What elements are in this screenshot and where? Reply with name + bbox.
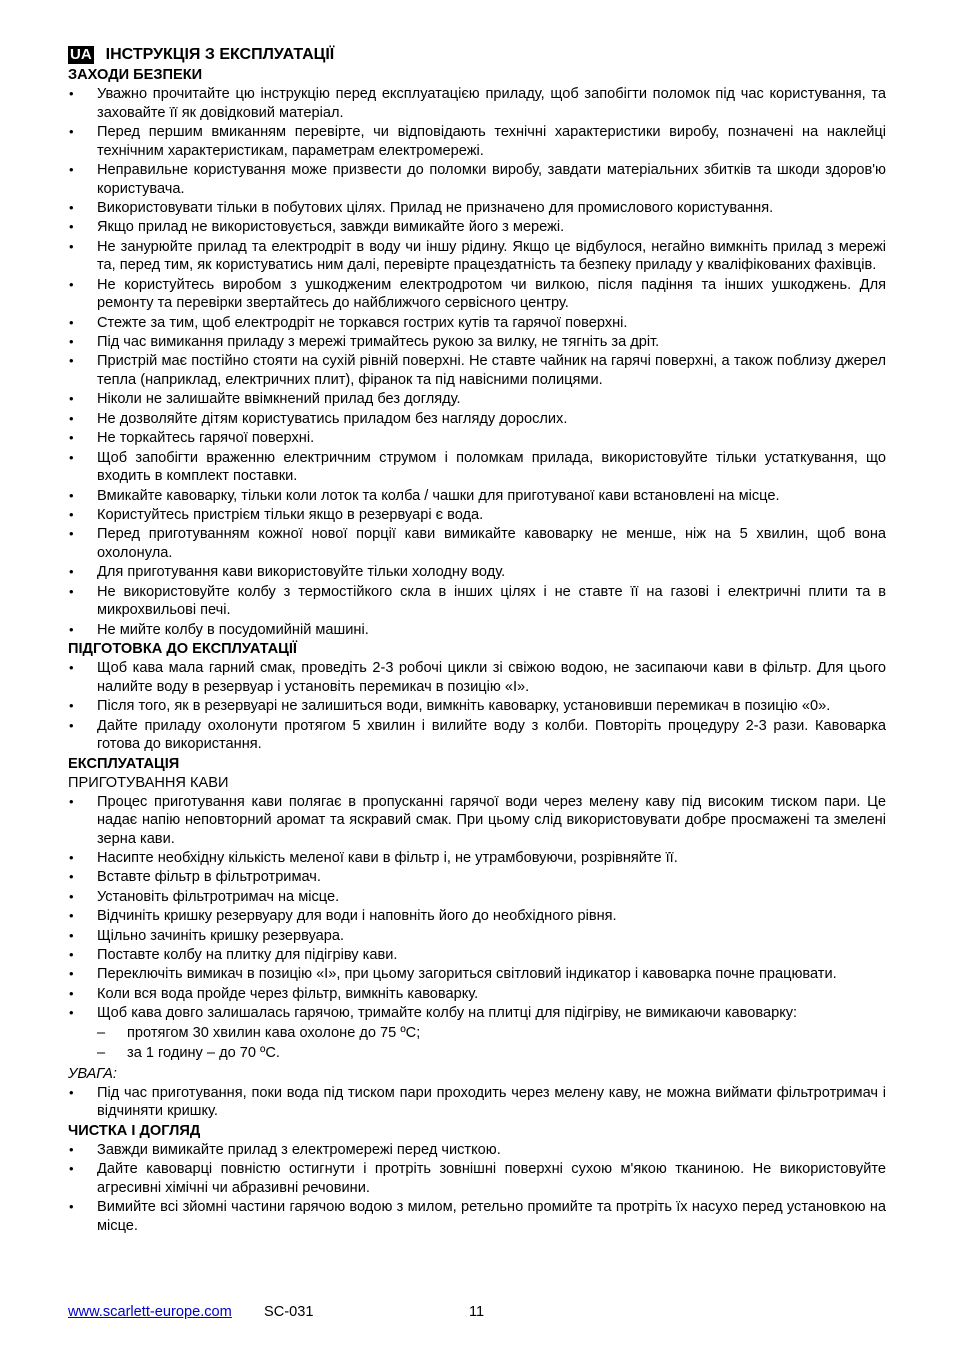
language-badge: UA xyxy=(70,46,92,63)
list-item: • Ніколи не залишайте ввімкнений прилад без догляду. xyxy=(68,390,886,409)
temperature-list xyxy=(68,1024,886,1063)
warning-label: УВАГА: xyxy=(68,1065,117,1082)
list-item: • Не мийте колбу в посудомийній машині. xyxy=(68,621,886,640)
list-item: • Переключіть вимикач в позицію «I», при цьому загориться світловий індикатор і кавоварка почне працювати. xyxy=(68,965,886,984)
page-footer xyxy=(68,1304,886,1322)
dash-item: – за 1 годину – до 70 ºС. xyxy=(68,1044,886,1063)
preparation-heading: ПІДГОТОВКА ДО ЕКСПЛУАТАЦІЇ xyxy=(68,641,297,658)
list-item: • Уважно прочитайте цю інструкцію перед експлуатацією приладу, щоб запобігти поломок під час користування, та заховайте її як довідковий матеріал. xyxy=(68,85,886,122)
list-item: • Щоб кава довго залишалась гарячою, тримайте колбу на плитці для підігріву, не вимикаючи кавоварку: xyxy=(68,1004,886,1023)
list-item: • Для приготування кави використовуйте тільки холодну воду. xyxy=(68,563,886,582)
list-item: • Користуйтесь пристрієм тільки якщо в резервуарі є вода. xyxy=(68,506,886,525)
list-item: • Відчиніть кришку резервуару для води і наповніть його до необхідного рівня. xyxy=(68,907,886,926)
list-item: • Процес приготування кави полягає в пропусканні гарячої води через мелену каву під високим тиском пари. Це надає напію неповторний аромат та яскравий смак. При цьому слід використовувати добре просмажені та змелені зерна кави. xyxy=(68,793,886,849)
operation-heading: ЕКСПЛУАТАЦІЯ xyxy=(68,755,180,772)
list-item: • Неправильне користування може призвести до поломки виробу, завдати матеріальних збитків та шкоди здоров'ю користувача. xyxy=(68,161,886,198)
list-item: • Коли вся вода пройде через фільтр, вимкніть кавоварку. xyxy=(68,985,886,1004)
list-item: • Після того, як в резервуарі не залишиться води, вимкніть кавоварку, установивши перемикач в позицію «0». xyxy=(68,697,886,716)
preparation-list xyxy=(68,659,886,754)
cleaning-list xyxy=(68,1141,886,1236)
list-item: • Пристрій має постійно стояти на сухій рівній поверхні. Не ставте чайник на гарячі поверхні, а також поблизу джерел тепла (наприклад, електричних плит), фіранок та під навісними полицями. xyxy=(68,352,886,389)
list-item: • Щоб запобігти враженню електричним струмом і поломкам прилада, використовуйте тільки устаткування, що входить в комплект поставки. xyxy=(68,449,886,486)
list-item: • Перед першим вмиканням перевірте, чи відповідають технічні характеристики виробу, позначені на наклейці технічним характеристикам, параметрам електромережі. xyxy=(68,123,886,160)
list-item: • Не користуйтесь виробом з ушкодженим електродротом чи вилкою, після падіння та інших ушкоджень. Для ремонту та перевірки звертайтесь до найближчого сервісного центру. xyxy=(68,276,886,313)
list-item: • Насипте необхідну кількість меленої кави в фільтр і, не утрамбовуючи, розрівняйте її. xyxy=(68,849,886,868)
list-item: • Під час приготування, поки вода під тиском пари проходить через мелену каву, не можна виймати фільтротримач і відчиняти кришку. xyxy=(68,1084,886,1121)
website-link[interactable]: www.scarlett-europe.com xyxy=(68,1304,232,1320)
model-number: SC-031 xyxy=(264,1304,314,1320)
list-item: • Щоб кава мала гарний смак, проведіть 2-3 робочі цикли зі свіжою водою, не засипаючи кави в фільтр. Для цього налийте воду в резервуар і установіть перемикач в позицію «I». xyxy=(68,659,886,696)
list-item: • Не торкайтесь гарячої поверхні. xyxy=(68,429,886,448)
safety-heading: ЗАХОДИ БЕЗПЕКИ xyxy=(68,67,203,83)
list-item: • Використовувати тільки в побутових цілях. Прилад не призначено для промислового користування. xyxy=(68,199,886,218)
list-item: • Установіть фільтротримач на місце. xyxy=(68,888,886,907)
page-title: ІНСТРУКЦІЯ З ЕКСПЛУАТАЦІЇ xyxy=(105,46,335,63)
list-item: • Стежте за тим, щоб електродріт не торкався гострих кутів та гарячої поверхні. xyxy=(68,314,886,333)
list-item: • Не дозволяйте дітям користуватись приладом без нагляду дорослих. xyxy=(68,410,886,429)
list-item: • Вимийте всі зйомні частини гарячою водою з милом, ретельно промийте та протріть їх насухо перед установкою на місце. xyxy=(68,1198,886,1235)
list-item: • Вставте фільтр в фільтротримач. xyxy=(68,868,886,887)
list-item: • Перед приготуванням кожної нової порції кави вимикайте кавоварку не менше, ніж на 5 хвилин, щоб вона охолонула. xyxy=(68,525,886,562)
operation-subheading: ПРИГОТУВАННЯ КАВИ xyxy=(68,774,229,791)
list-item: • Вмикайте кавоварку, тільки коли лоток та колба / чашки для приготуваної кави встановлені на місце. xyxy=(68,487,886,506)
list-item: • Завжди вимикайте прилад з електромережі перед чисткою. xyxy=(68,1141,886,1160)
dash-item: – протягом 30 хвилин кава охолоне до 75 ºС; xyxy=(68,1024,886,1043)
cleaning-heading: ЧИСТКА І ДОГЛЯД xyxy=(68,1122,201,1139)
list-item: • Щільно зачиніть кришку резервуара. xyxy=(68,927,886,946)
list-item: • Дайте приладу охолонути протягом 5 хвилин і вилийте воду з колби. Повторіть процедуру 2-3 рази. Кавоварка готова до використання. xyxy=(68,717,886,754)
page-number: 11 xyxy=(469,1304,485,1320)
list-item: • Якщо прилад не використовується, завжди вимикайте його з мережі. xyxy=(68,218,886,237)
title-row xyxy=(68,44,886,66)
warning-list xyxy=(68,1084,886,1121)
list-item: • Не використовуйте колбу з термостійкого скла в інших цілях і не ставте її на газові і електричні плити та в микрохвильові печі. xyxy=(68,583,886,620)
list-item: • Не занурюйте прилад та електродріт в воду чи іншу рідину. Якщо це відбулося, негайно вимкніть прилад з мережі та, перед тим, як користуватись ним далі, перевірте працездатність та безпеку приладу у кваліфікованих фахівців. xyxy=(68,238,886,275)
manual-page xyxy=(68,44,886,1236)
list-item: • Поставте колбу на плитку для підігріву кави. xyxy=(68,946,886,965)
safety-list xyxy=(68,85,886,639)
list-item: • Під час вимикання приладу з мережі тримайтесь рукою за вилку, не тягніть за дріт. xyxy=(68,333,886,352)
operation-list xyxy=(68,793,886,1023)
list-item: • Дайте кавоварці повністю остигнути і протріть зовнішні поверхні сухою м'якою тканиною. Не використовуйте агресивні хімічні чи абразивні речовини. xyxy=(68,1160,886,1197)
